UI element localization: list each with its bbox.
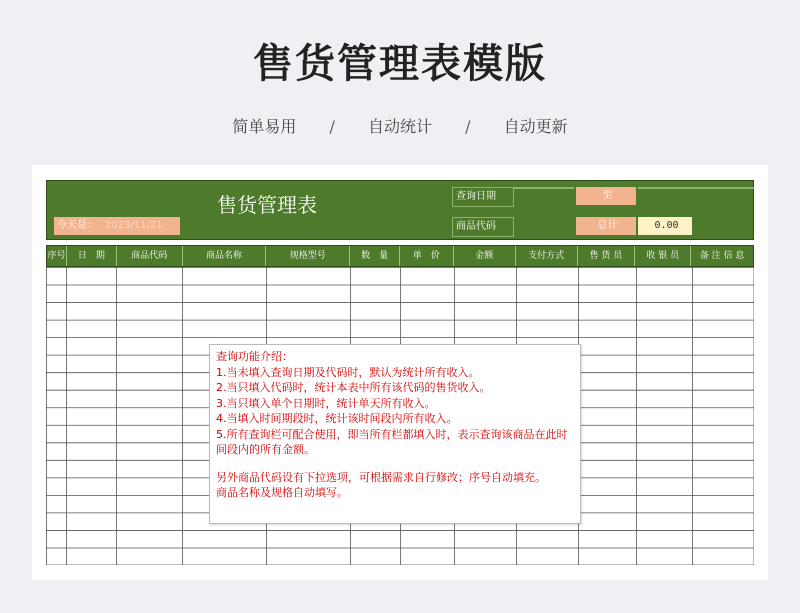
note-extra-1: 另外商品代码设有下拉选项，可根据需求自行修改；序号自动填充。: [216, 470, 546, 484]
col-header-payment: 支付方式: [516, 246, 578, 266]
to-label: 至: [576, 187, 636, 205]
query-help-note: [209, 344, 581, 524]
note-line-3: 3.当只填入单个日期时，统计单天所有收入。: [216, 396, 436, 410]
feature-2: 自动统计: [367, 117, 432, 136]
col-header-product-name: 商品名称: [183, 246, 267, 266]
note-line-4: 4.当填入时间期段时，统计该时间段内所有收入。: [216, 412, 458, 425]
note-line-5: 5.所有查询栏可配合使用，即当所有栏都填入时，表示查询该商品在此时间段内的所有金额。: [216, 427, 568, 456]
col-header-unit-price: 单 价: [400, 246, 454, 266]
query-date-end[interactable]: [638, 187, 754, 189]
note-line-1: 1.当未填入查询日期及代码时，默认为统计所有收入。: [216, 365, 480, 379]
col-header-product-code: 商品代码: [117, 246, 183, 266]
note-line-2: 2.当只填入代码时，统计本表中所有该代码的售货收入。: [216, 381, 491, 394]
product-code-label: 商品代码: [452, 217, 514, 237]
col-header-amount: 金额: [454, 246, 516, 266]
page-title: 售货管理表模版: [253, 41, 547, 87]
spreadsheet: [32, 165, 768, 580]
query-date-start[interactable]: [514, 187, 574, 189]
note-heading: 查询功能介绍：: [216, 350, 293, 363]
col-header-spec: 规格型号: [266, 246, 350, 266]
today-label: 今天是：: [54, 217, 102, 235]
separator: /: [465, 117, 471, 136]
total-label: 总计: [576, 217, 636, 235]
note-extra-2: 商品名称及规格自动填写。: [216, 486, 348, 499]
query-date-label: 查询日期: [452, 187, 514, 207]
col-header-index: 序号: [47, 246, 67, 266]
col-header-notes: 备 注 信 息: [699, 251, 745, 261]
col-header-quantity: 数 量: [350, 246, 400, 266]
feature-list: [0, 114, 800, 137]
sheet-title: 售货管理表: [217, 193, 317, 217]
feature-1: 简单易用: [232, 117, 297, 136]
col-header-date: 日 期: [67, 246, 117, 266]
column-header-row: [46, 245, 754, 267]
feature-3: 自动更新: [503, 117, 568, 136]
separator: /: [329, 117, 335, 136]
today-value[interactable]: 2023/11/21: [102, 217, 180, 235]
col-header-salesperson: 售 货 员: [578, 246, 636, 266]
col-header-cashier: 收 银 员: [635, 246, 691, 266]
total-value: 0.00: [638, 217, 692, 235]
